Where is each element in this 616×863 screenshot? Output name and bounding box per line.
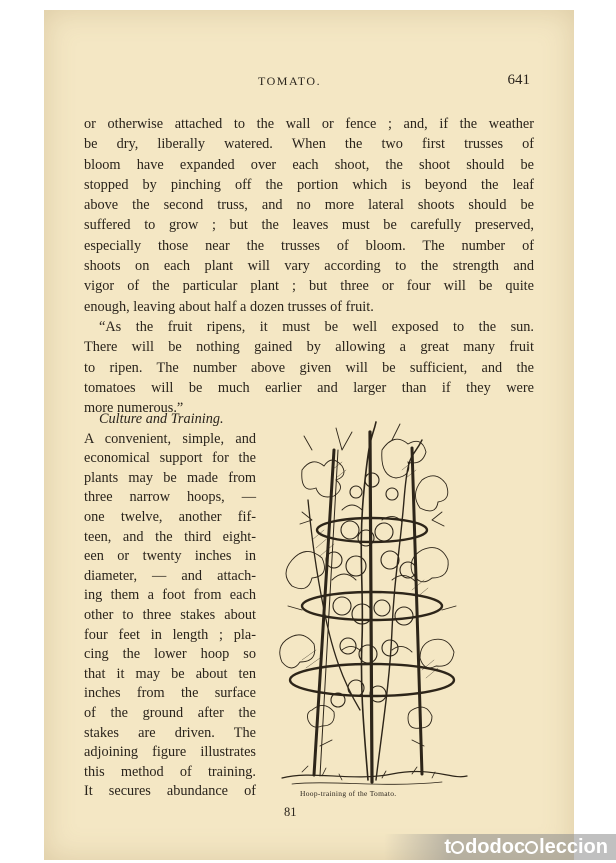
- text-line: “As the fruit ripens, it must be well exposed to the sun.: [99, 318, 534, 335]
- running-title: TOMATO.: [258, 74, 322, 88]
- text-line: There will be nothing gained by allowing a great many fruit: [84, 339, 534, 356]
- text-line: above the second truss, and no more lateral shoots should be: [84, 197, 534, 214]
- text-line: economical support for the: [84, 450, 256, 467]
- text-line: enough, leaving about half a dozen trusses of fruit.: [84, 298, 374, 315]
- todocoleccion-watermark: t d odo c lecc ion: [384, 834, 616, 860]
- text-line: stakes are driven. The: [84, 724, 256, 741]
- text-line: adjoining figure illustrates: [84, 744, 256, 761]
- text-line: this method of training.: [84, 763, 256, 780]
- text-line: more numerous.”: [84, 400, 184, 417]
- text-line: tomatoes will be much earlier and larger than if they were: [84, 379, 534, 396]
- text-line: to ripen. The number above given will be sufficient, and the: [84, 359, 534, 376]
- section-heading: Culture and Training.: [99, 411, 224, 427]
- figure-caption: Hoop-training of the Tomato.: [300, 789, 397, 798]
- text-line: or otherwise attached to the wall or fence ; and, if the weather: [84, 116, 534, 132]
- text-line: vigor of the particular plant ; but three or four will be quite: [84, 278, 534, 295]
- text-line: shoots on each plant will vary according to the strength and: [84, 258, 534, 275]
- tomato-hoop-illustration: [272, 410, 472, 795]
- text-line: be dry, liberally watered. When the two first trusses of: [84, 136, 534, 153]
- main-paragraphs: [84, 114, 534, 418]
- watermark-circle-icon: [451, 841, 464, 854]
- text-line: that it may be about ten: [84, 665, 256, 682]
- text-line: inches from the surface: [84, 685, 256, 702]
- text-line: of the ground after the: [84, 704, 256, 721]
- text-line: It secures abundance of: [84, 783, 256, 800]
- text-line: plants may be made from: [84, 469, 256, 486]
- side-column: [84, 410, 256, 802]
- text-line: teen, and the third eight-: [84, 528, 256, 545]
- text-line: diameter, — and attach-: [84, 567, 256, 584]
- text-line: one twelve, another fif-: [84, 508, 256, 525]
- text-line: especially those near the trusses of bloom. The number of: [84, 237, 534, 254]
- page-number: 641: [507, 72, 530, 88]
- watermark-circle-icon: [525, 841, 538, 854]
- text-line: other to three stakes about: [84, 606, 256, 623]
- text-line: een or twenty inches in: [84, 548, 256, 565]
- text-line: ing them a foot from each: [84, 587, 256, 604]
- text-line: three narrow hoops, —: [84, 489, 256, 506]
- text-line: A convenient, simple, and: [84, 430, 256, 447]
- text-line: stopped by pinching off the portion which is beyond the leaf: [84, 176, 534, 193]
- text-line: cing the lower hoop so: [84, 646, 256, 663]
- text-line: four feet in length ; pla-: [84, 626, 256, 643]
- signature-mark: 81: [284, 805, 297, 819]
- book-page: [44, 10, 574, 860]
- text-line: bloom have expanded over each shoot, the shoot should be: [84, 156, 534, 173]
- running-head: [44, 72, 574, 92]
- text-line: suffered to grow ; but the leaves must be carefully preserved,: [84, 217, 534, 234]
